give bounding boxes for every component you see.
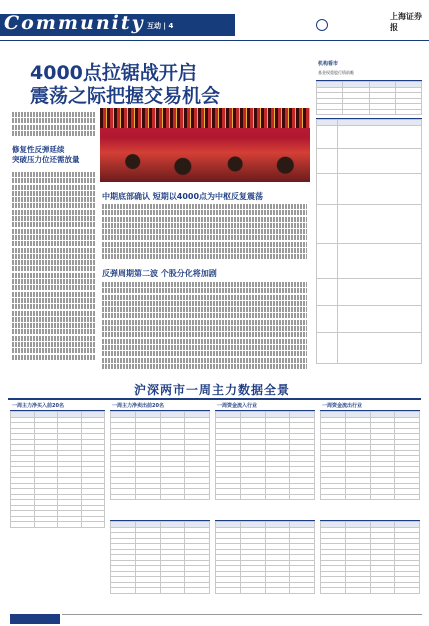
trading-floor-photo	[100, 108, 310, 182]
table6	[215, 520, 315, 594]
right-institution-table	[316, 118, 422, 364]
feature-headline	[30, 62, 220, 108]
newspaper-logo: 上海证券报	[390, 11, 422, 32]
right-panel-subtitle: 基金权重股行情前瞻	[318, 70, 354, 75]
table7	[320, 520, 420, 594]
right-panel-title: 机构看市	[318, 61, 339, 67]
table2	[110, 410, 210, 500]
feature-headline-line1: 4000点拉锯战开启	[30, 62, 197, 84]
sub-headline-line2: 突破压力位还需放量	[12, 155, 80, 164]
article1-body	[102, 204, 307, 262]
article2-title: 反弹周期第二波 个股分化将加剧	[102, 269, 217, 278]
left-article-body	[12, 172, 96, 372]
badge-icon	[316, 19, 328, 31]
stock-board	[100, 108, 310, 128]
investors-crowd	[100, 152, 310, 176]
section-title-en: Community	[4, 12, 145, 34]
footer-rule	[62, 614, 422, 625]
feature-headline-line2: 震荡之际把握交易机会	[30, 85, 221, 107]
masthead-rule	[0, 40, 429, 41]
sub-headline-line1: 修复性反弹延续	[12, 145, 65, 154]
lead-paragraph	[12, 112, 96, 140]
table3	[215, 410, 315, 500]
article1-title: 中期底部确认 短期以4000点为中枢反复震荡	[102, 192, 264, 201]
table1-title: 一周主力净买入前20名	[12, 403, 64, 409]
data-section-title: 沪深两市一周主力数据全景	[134, 383, 291, 397]
table5	[110, 520, 210, 594]
table3-title: 一周资金流入行业	[217, 403, 258, 409]
data-section-rule	[8, 398, 421, 400]
article2-body	[102, 282, 307, 376]
table4	[320, 410, 420, 500]
section-label: 互动 | 4	[147, 22, 174, 30]
table4-title: 一周资金流出行业	[322, 403, 363, 409]
sub-headline	[12, 145, 80, 165]
right-summary-table	[316, 80, 422, 115]
table2-title: 一周主力净卖出前20名	[112, 403, 164, 409]
footer-logo	[10, 614, 60, 624]
table1	[10, 410, 105, 528]
